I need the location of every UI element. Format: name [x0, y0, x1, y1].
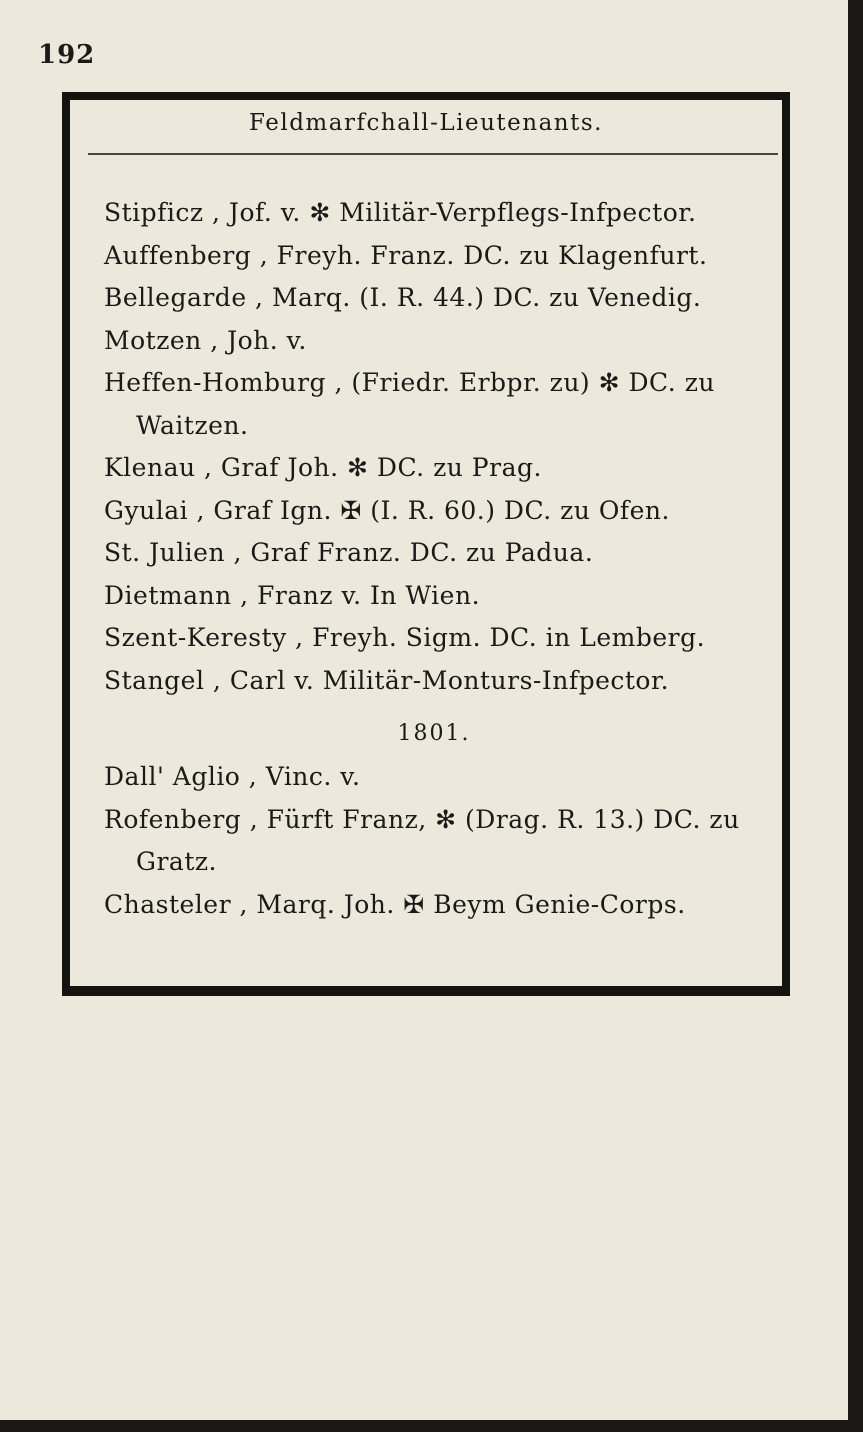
- list-item: Rofenberg , Fürft Franz, ✻ (Drag. R. 13.) DC. zu Gratz.: [104, 804, 740, 876]
- section-heading: Feldmarfchall-Lieutenants.: [249, 110, 603, 136]
- list-item: Dietmann , Franz v. In Wien.: [104, 580, 481, 610]
- list-item: Stangel , Carl v. Militär-Monturs-Infpector.: [104, 665, 670, 695]
- list-item: Motzen , Joh. v.: [104, 325, 307, 355]
- list-item: Stipficz , Jof. v. ✻ Militär-Verpflegs-Infpector.: [104, 198, 697, 227]
- list-item: Gyulai , Graf Ign. ✠ (I. R. 60.) DC. zu Ofen.: [104, 495, 670, 525]
- entry-list: [104, 192, 764, 926]
- list-item: St. Julien , Graf Franz. DC. zu Padua.: [104, 538, 594, 567]
- page-number: 192: [38, 40, 96, 70]
- list-item: Auffenberg , Freyh. Franz. DC. zu Klagenfurt.: [104, 240, 708, 270]
- list-item: Klenau , Graf Joh. ✻ DC. zu Prag.: [104, 453, 542, 482]
- year-heading: 1801.: [397, 721, 471, 746]
- heading-rule: [88, 153, 778, 155]
- list-item: Chasteler , Marq. Joh. ✠ Beym Genie-Corps.: [104, 889, 686, 919]
- list-item: Szent-Keresty , Freyh. Sigm. DC. in Lemberg.: [104, 623, 706, 652]
- list-item: Bellegarde , Marq. (I. R. 44.) DC. zu Venedig.: [104, 283, 702, 312]
- list-item: Dall' Aglio , Vinc. v.: [104, 762, 361, 791]
- list-item: Heffen-Homburg , (Friedr. Erbpr. zu) ✻ DC. zu Waitzen.: [104, 368, 715, 440]
